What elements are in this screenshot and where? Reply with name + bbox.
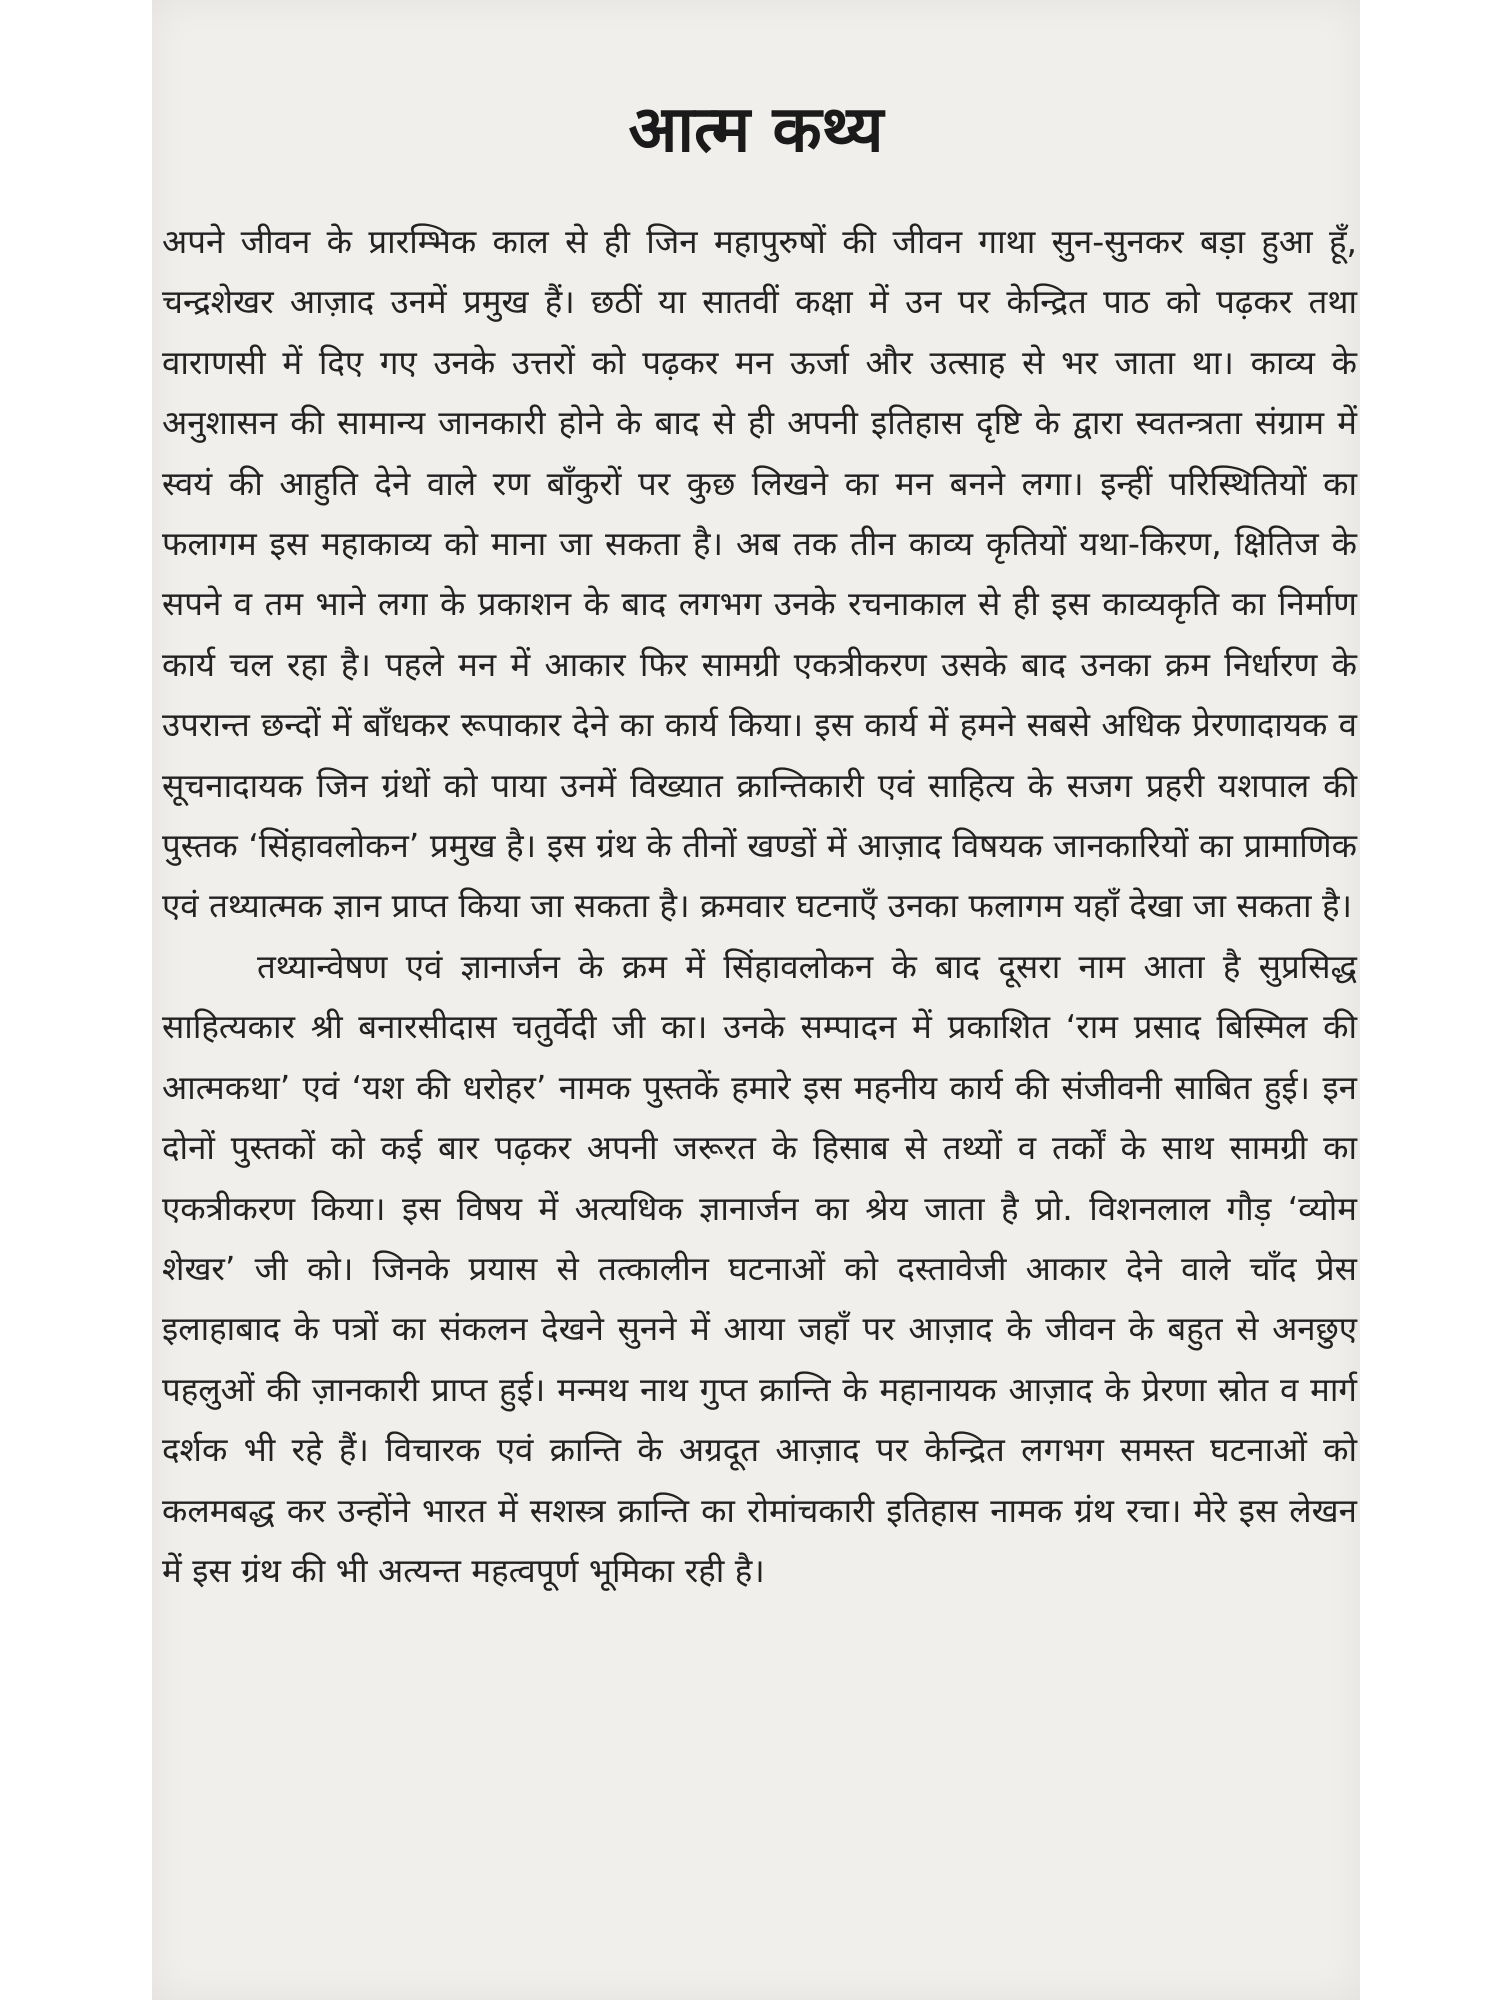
body-text: [162, 212, 1357, 1601]
paragraph-2: तथ्यान्वेषण एवं ज्ञानार्जन के क्रम में सिंहावलोकन के बाद दूसरा नाम आता है सुप्रसिद्ध साहित्यकार श्री बनारसीदास चतुर्वेदी जी का। उनके सम्पादन में प्रकाशित ‘राम प्रसाद बिस्मिल की आत्मकथा’ एवं ‘यश की धरोहर’ नामक पुस्तकें हमारे इस महनीय कार्य की संजीवनी साबित हुई। इन दोनों पुस्तकों को कई बार पढ़कर अपनी जरूरत के हिसाब से तथ्यों व तर्कों के साथ सामग्री का एकत्रीकरण किया। इस विषय में अत्यधिक ज्ञानार्जन का श्रेय जाता है प्रो. विशनलाल गौड़ ‘व्योम शेखर’ जी को। जिनके प्रयास से तत्कालीन घटनाओं को दस्तावेजी आकार देने वाले चाँद प्रेस इलाहाबाद के पत्रों का संकलन देखने सुनने में आया जहाँ पर आज़ाद के जीवन के बहुत से अनछुए पहलुओं की ज़ानकारी प्राप्त हुई। मन्मथ नाथ गुप्त क्रान्ति के महानायक आज़ाद के प्रेरणा स्रोत व मार्ग दर्शक भी रहे हैं। विचारक एवं क्रान्ति के अग्रदूत आज़ाद पर केन्द्रित लगभग समस्त घटनाओं को कलमबद्ध कर उन्होंने भारत में सशस्त्र क्रान्ति का रोमांचकारी इतिहास नामक ग्रंथ रचा। मेरे इस लेखन में इस ग्रंथ की भी अत्यन्त महत्वपूर्ण भूमिका रही है।: [162, 946, 1357, 1590]
scanned-page: [152, 0, 1360, 2000]
page-title: आत्म कथ्य: [628, 93, 884, 167]
paragraph-1: अपने जीवन के प्रारम्भिक काल से ही जिन महापुरुषों की जीवन गाथा सुन-सुनकर बड़ा हुआ हूँ, चन्द्रशेखर आज़ाद उनमें प्रमुख हैं। छठीं या सातवीं कक्षा में उन पर केन्द्रित पाठ को पढ़कर तथा वाराणसी में दिए गए उनके उत्तरों को पढ़कर मन ऊर्जा और उत्साह से भर जाता था। काव्य के अनुशासन की सामान्य जानकारी होने के बाद से ही अपनी इतिहास दृष्टि के द्वारा स्वतन्त्रता संग्राम में स्वयं की आहुति देने वाले रण बाँकुरों पर कुछ लिखने का मन बनने लगा। इन्हीं परिस्थितियों का फलागम इस महाकाव्य को माना जा सकता है। अब तक तीन काव्य कृतियों यथा-किरण, क्षितिज के सपने व तम भाने लगा के प्रकाशन के बाद लगभग उनके रचनाकाल से ही इस काव्यकृति का निर्माण कार्य चल रहा है। पहले मन में आकार फिर सामग्री एकत्रीकरण उसके बाद उनका क्रम निर्धारण के उपरान्त छन्दों में बाँधकर रूपाकार देने का कार्य किया। इस कार्य में हमने सबसे अधिक प्रेरणादायक व सूचनादायक जिन ग्रंथों को पाया उनमें विख्यात क्रान्तिकारी एवं साहित्य के सजग प्रहरी यशपाल की पुस्तक ‘सिंहावलोकन’ प्रमुख है। इस ग्रंथ के तीनों खण्डों में आज़ाद विषयक जानकारियों का प्रामाणिक एवं तथ्यात्मक ज्ञान प्राप्त किया जा सकता है। क्रमवार घटनाएँ उनका फलागम यहाँ देखा जा सकता है।: [162, 222, 1357, 926]
